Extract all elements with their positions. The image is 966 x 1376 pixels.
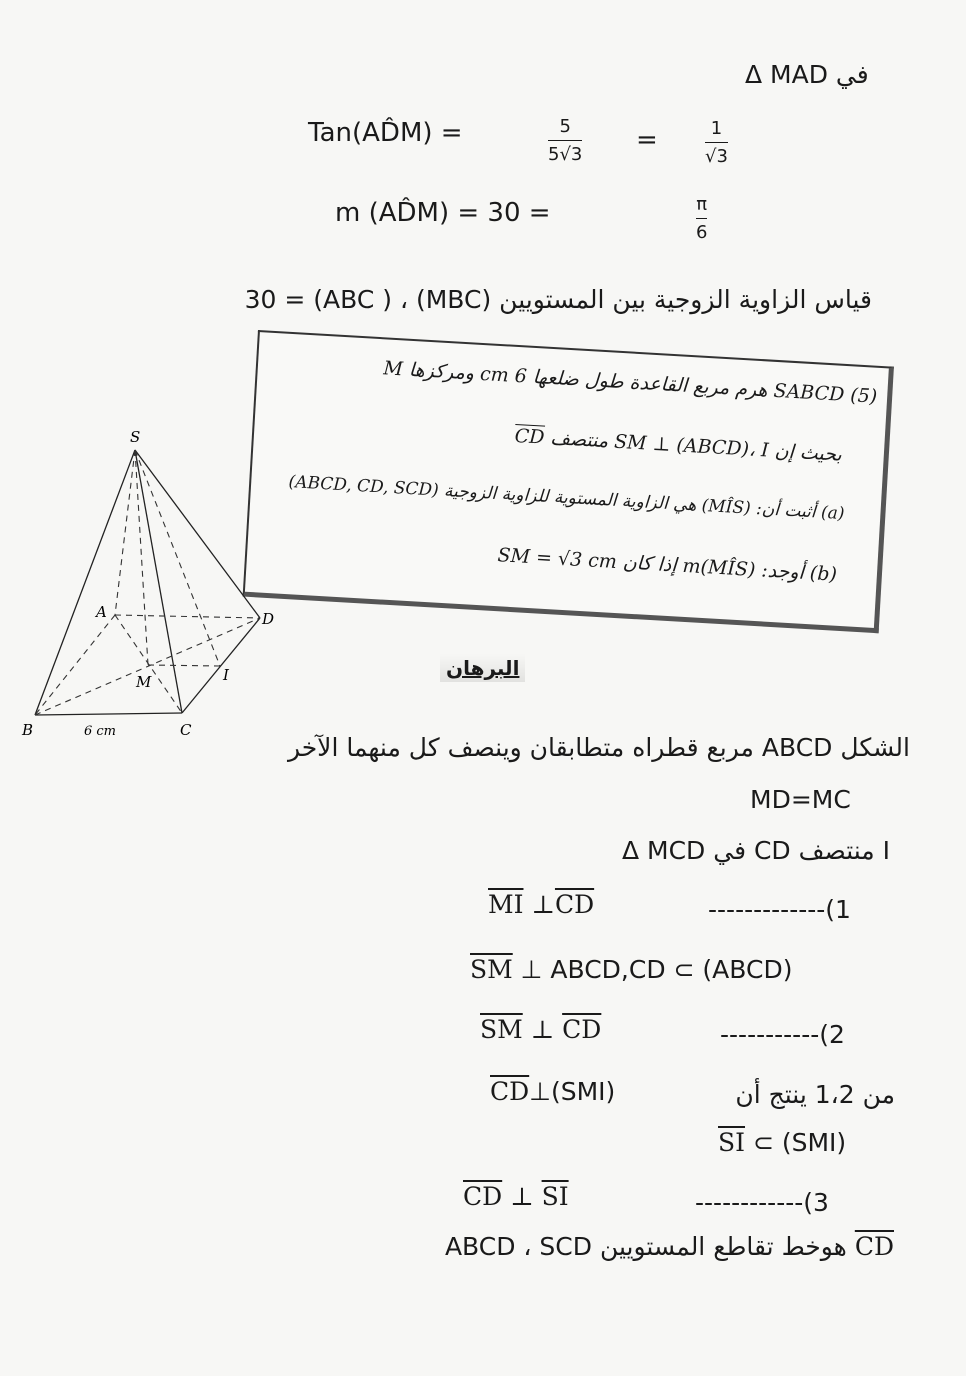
label-b: B [22, 721, 34, 739]
proof-line-4 [488, 890, 594, 919]
label-a: A [96, 603, 107, 621]
segment-cd-3: $\overline{CD}$ [490, 1077, 530, 1106]
diagonal-ac [115, 615, 182, 713]
subset-smi: ⊂ (SMI) [745, 1128, 847, 1157]
equation-tag-3: ------------(3 [695, 1188, 829, 1217]
segment-sm: $\overline{SM}$ [470, 955, 513, 984]
problem-line-4: (b) أوجد: m(MÎS) إذا كان SM = √3 cm [496, 544, 838, 586]
problem-line-1: (5) SABCD هرم مربع القاعدة طول ضلعها 6 cm ومركزها M [382, 357, 878, 408]
pyramid-figure [20, 420, 290, 750]
edge-sb [35, 450, 135, 715]
problem-line-2 [514, 425, 842, 466]
height-sm [135, 450, 148, 665]
triangle-mad-heading: في Δ MAD [745, 60, 869, 89]
line-si [135, 450, 220, 666]
tan-numerator: 5 [559, 116, 571, 137]
segment-sm-2: $\overline{SM}$ [480, 1015, 523, 1044]
tan-denominator: 5√3 [548, 144, 583, 165]
segment-si-2: $\overline{SI}$ [541, 1182, 569, 1211]
tan-label: Tan(AD̂M) = [308, 118, 463, 148]
problem-line-2-a: بحيث إن [768, 439, 843, 466]
segment-cd: $\overline{CD}$ [554, 890, 595, 919]
tan-fraction-2 [705, 118, 728, 167]
segment-cd-2: $\overline{CD}$ [562, 1015, 602, 1044]
edge-ab-hidden [35, 615, 115, 715]
proof-line-1: الشكل ABCD مربع قطراه متطابقان وينصف كل منهما الآخر [287, 733, 910, 762]
perp-symbol-2: ⊥ [522, 1015, 563, 1044]
conclusion-from-1-2: من 1،2 ينتج أن [735, 1080, 895, 1109]
proof-line-7 [490, 1077, 615, 1106]
proof-line-8 [718, 1128, 846, 1157]
side-length-label: 6 cm [84, 724, 117, 739]
proof-line-3: I منتصف CD في Δ MCD [621, 836, 890, 865]
tan-numerator-2: 1 [710, 118, 723, 139]
edge-bc [35, 713, 182, 715]
fraction-bar [696, 218, 707, 219]
label-m: M [136, 673, 152, 691]
edge-ad-hidden [115, 615, 260, 618]
pi-numerator: π [696, 194, 708, 215]
proof-title: البرهان [440, 654, 525, 682]
edge-sd [135, 450, 260, 618]
proof-line-5-rest: ⊥ ABCD,CD ⊂ (ABCD) [512, 955, 793, 984]
dihedral-angle-result: قياس الزاوية الزوجية بين المستويين (MBC) ، ( ABC) = 30 [244, 285, 872, 314]
label-c: C [180, 721, 192, 739]
tan-denominator-2: √3 [705, 146, 728, 167]
pi-over-six [696, 194, 707, 243]
fraction-bar [548, 140, 582, 141]
label-s: S [130, 428, 141, 446]
proof-line-2: MD=MC [750, 785, 851, 814]
proof-line-6 [480, 1015, 601, 1044]
segment-mi: $\overline{MI}$ [488, 890, 524, 919]
fraction-bar [705, 142, 728, 143]
proof-line-10 [352, 1232, 894, 1261]
proof-line-5 [470, 955, 792, 984]
vector-cd: CD [854, 1232, 894, 1261]
segment-cd-4: $\overline{CD}$ [463, 1182, 503, 1211]
line-mi [148, 665, 220, 666]
equation-tag-2: -----------(2 [720, 1020, 845, 1049]
equals-sign: = [636, 125, 658, 155]
segment-si: $\overline{SI}$ [718, 1128, 746, 1157]
perp-symbol-3: ⊥ [502, 1182, 542, 1211]
label-d: D [262, 610, 275, 628]
pi-denominator: 6 [696, 222, 708, 243]
problem-box [243, 330, 894, 633]
equation-tag-1: -------------(1 [708, 895, 851, 924]
problem-line-3: (a) أثبت أن: (MÎS) هي الزاوية المستوية للزاوية الزوجية (ABCD, CD, SCD) [288, 472, 845, 525]
problem-line-2-b: SM ⊥ (ABCD)، I منتصف [543, 426, 770, 462]
angle-measure-label: m (AD̂M) = 30 = [335, 198, 551, 228]
tan-fraction-1 [548, 116, 582, 165]
perp-symbol: ⊥ [523, 890, 555, 919]
perp-plane-smi: ⊥(SMI) [529, 1077, 616, 1106]
label-i: I [223, 666, 229, 684]
problem-line-2-c: CD [514, 424, 546, 449]
proof-line-9 [463, 1182, 569, 1211]
intersection-statement: هوخط تقاطع المستويين ABCD ، SCD [444, 1232, 855, 1261]
